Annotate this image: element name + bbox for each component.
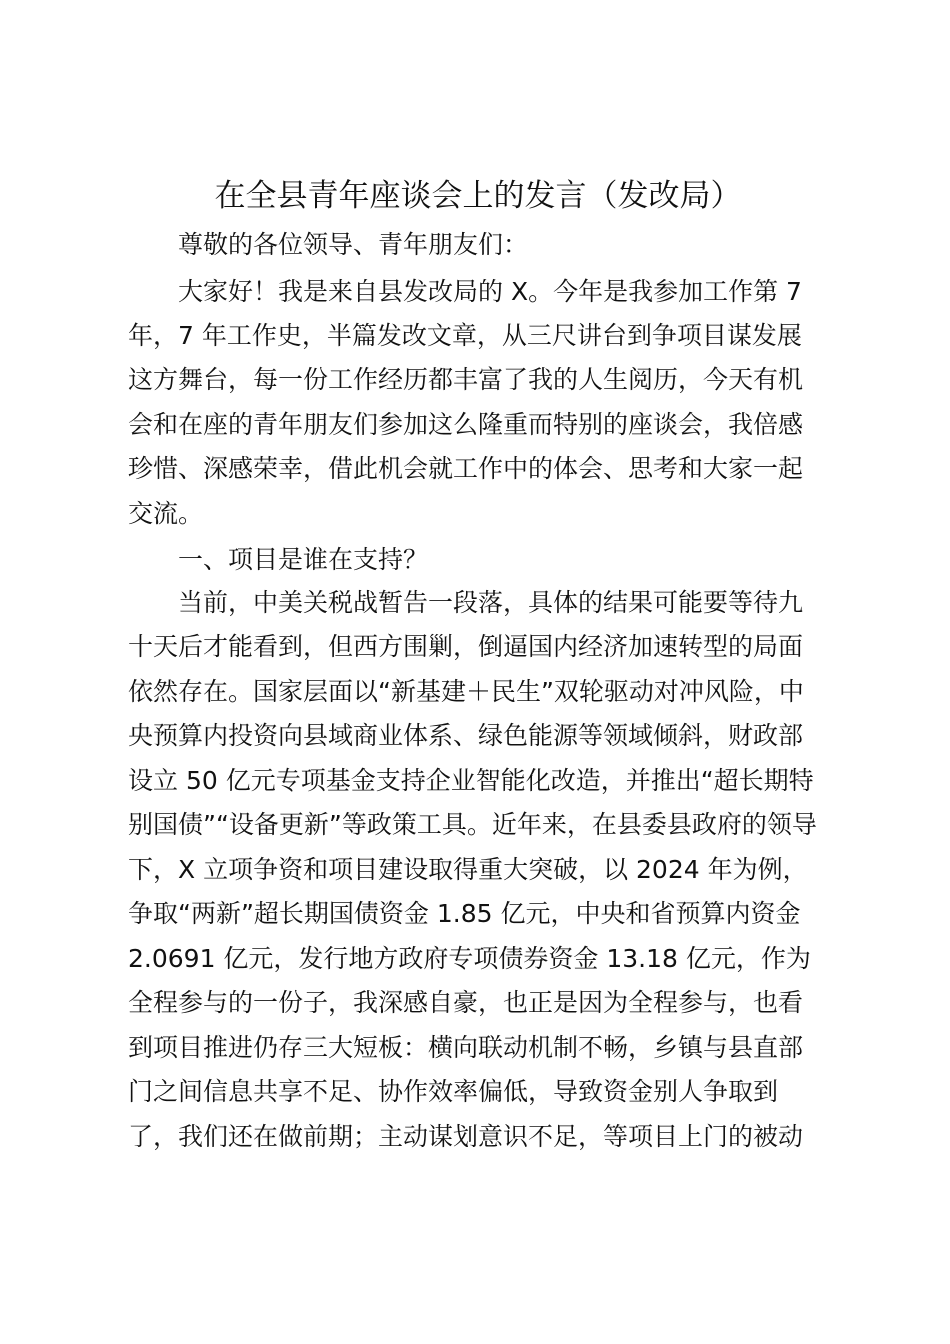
paragraph-line: 争取“两新”超长期国债资金 1.85 亿元，中央和省预算内资金 bbox=[128, 899, 801, 928]
paragraph-line: 年，7 年工作史，半篇发改文章，从三尺讲台到争项目谋发展 bbox=[128, 321, 802, 350]
paragraph-line: 十天后才能看到，但西方围剿，倒逼国内经济加速转型的局面 bbox=[128, 632, 804, 661]
paragraph-line: 2.0691 亿元，发行地方政府专项债券资金 13.18 亿元，作为 bbox=[128, 944, 811, 973]
paragraph-line: 珍惜、深感荣幸，借此机会就工作中的体会、思考和大家一起 bbox=[128, 454, 804, 483]
paragraph-line: 这方舞台，每一份工作经历都丰富了我的人生阅历，今天有机 bbox=[128, 365, 804, 394]
paragraph-line: 交流。 bbox=[128, 499, 204, 528]
paragraph-line: 当前，中美关税战暂告一段落，具体的结果可能要等待九 bbox=[178, 588, 804, 617]
paragraph-line: 大家好！我是来自县发改局的 X。今年是我参加工作第 7 bbox=[178, 277, 802, 306]
paragraph-line: 央预算内投资向县域商业体系、绿色能源等领域倾斜，财政部 bbox=[128, 721, 804, 750]
paragraph-line: 设立 50 亿元专项基金支持企业智能化改造，并推出“超长期特 bbox=[128, 766, 814, 795]
paragraph-line: 到项目推进仍存三大短板：横向联动机制不畅，乡镇与县直部 bbox=[128, 1033, 804, 1062]
paragraph-line: 下，X 立项争资和项目建设取得重大突破，以 2024 年为例， bbox=[128, 855, 808, 884]
paragraph-line: 门之间信息共享不足、协作效率偏低，导致资金别人争取到 bbox=[128, 1077, 779, 1106]
paragraph-line: 全程参与的一份子，我深感自豪，也正是因为全程参与，也看 bbox=[128, 988, 804, 1017]
paragraph-line: 会和在座的青年朋友们参加这么隆重而特别的座谈会，我倍感 bbox=[128, 410, 804, 439]
paragraph-line: 依然存在。国家层面以“新基建＋民生”双轮驱动对冲风险，中 bbox=[128, 677, 804, 706]
salutation-line: 尊敬的各位领导、青年朋友们： bbox=[178, 230, 529, 259]
paragraph-line: 了，我们还在做前期；主动谋划意识不足，等项目上门的被动 bbox=[128, 1122, 804, 1151]
paragraph-line: 别国债”“设备更新”等政策工具。近年来，在县委县政府的领导 bbox=[128, 810, 817, 839]
section-heading: 一、项目是谁在支持？ bbox=[178, 545, 429, 574]
document-title: 在全县青年座谈会上的发言（发改局） bbox=[214, 178, 742, 214]
